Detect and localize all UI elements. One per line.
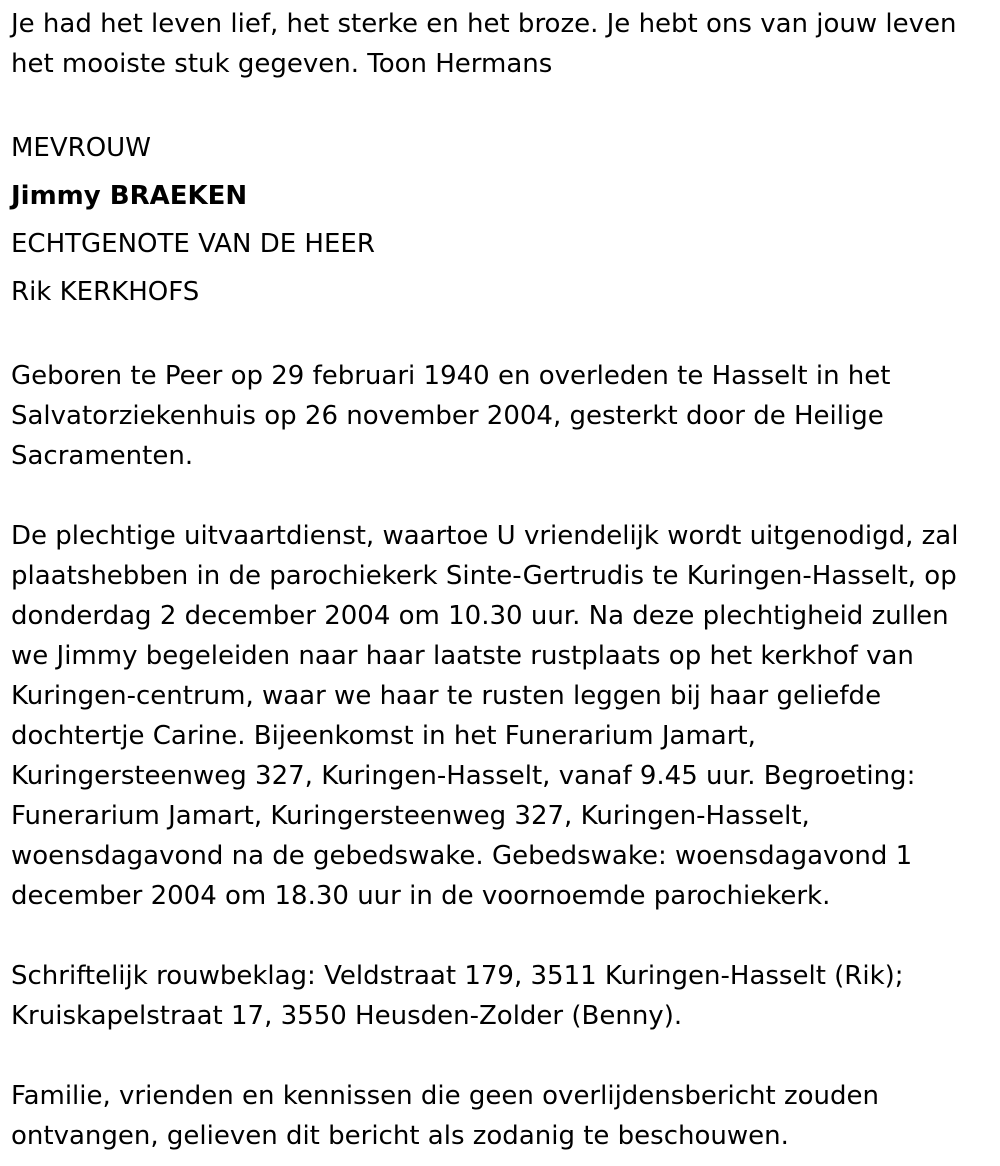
spacer	[11, 84, 986, 124]
relation-label: ECHTGENOTE VAN DE HEER	[11, 229, 375, 259]
obituary-notice	[11, 4, 986, 1156]
spacer	[11, 316, 986, 356]
condolences-paragraph: Schriftelijk rouwbeklag: Veldstraat 179, 3511 Kuringen-Hasselt (Rik); Kruiskapelstraat 17, 3550 Heusden-Zolder (Benny).	[11, 961, 904, 1031]
spacer	[11, 1036, 986, 1076]
deceased-name: Jimmy BRAEKEN	[11, 181, 248, 211]
funeral-paragraph: De plechtige uitvaartdienst, waartoe U vriendelijk wordt uitgenodigd, zal plaatshebben in de parochiekerk Sinte-Gertrudis te Kuringen-Hasselt, op donderdag 2 december 2004 om 10.30 uur. Na deze plechtigheid zullen we Jimmy begeleiden naar haar laatste rustplaats op het kerkhof van Kuringen-centrum, waar we haar te rusten leggen bij haar geliefde dochtertje Carine. Bijeenkomst in het Funerarium Jamart, Kuringersteenweg 327, Kuringen-Hasselt, vanaf 9.45 uur. Begroeting: Funerarium Jamart, Kuringersteenweg 327, Kuringen-Hasselt, woensdagavond na de gebedswake. Gebedswake: woensdagavond 1 december 2004 om 18.30 uur in de voornoemde parochiekerk.	[11, 521, 959, 911]
title-label: MEVROUW	[11, 133, 151, 163]
birth-death-paragraph: Geboren te Peer op 29 februari 1940 en overleden te Hasselt in het Salvatorziekenhuis op 26 november 2004, gesterkt door de Heilige Sacramenten.	[11, 361, 891, 471]
spacer	[11, 916, 986, 956]
spouse-name: Rik KERKHOFS	[11, 277, 200, 307]
opening-quote: Je had het leven lief, het sterke en het broze. Je hebt ons van jouw leven het mooiste stuk gegeven. Toon Hermans	[11, 9, 957, 79]
deceased-heading	[11, 124, 986, 316]
closing-paragraph: Familie, vrienden en kennissen die geen overlijdensbericht zouden ontvangen, gelieven dit bericht als zodanig te beschouwen.	[11, 1081, 879, 1151]
spacer	[11, 476, 986, 516]
